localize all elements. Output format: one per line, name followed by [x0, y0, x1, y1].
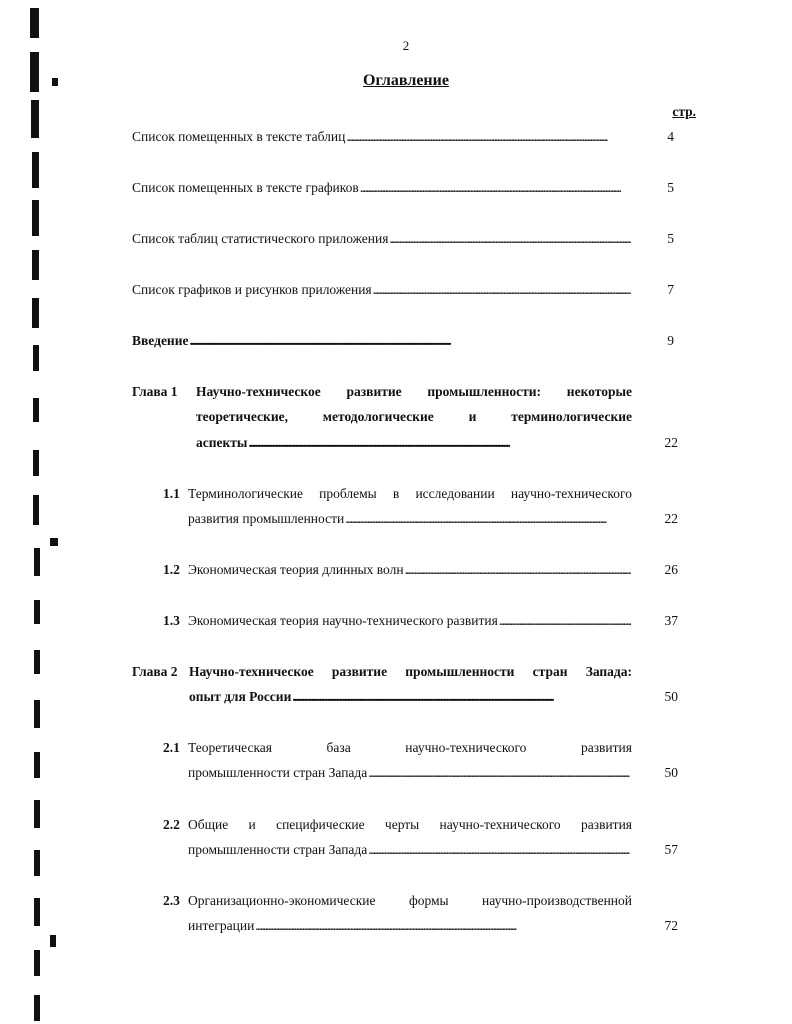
dot-leader — [389, 231, 631, 247]
dot-leader — [292, 689, 631, 705]
toc-entry-tables[interactable] — [132, 129, 632, 145]
chapter-title-last-line[interactable] — [196, 435, 632, 451]
toc-entry-graphs[interactable] — [132, 180, 632, 196]
toc-entry-page: 5 — [667, 180, 674, 195]
toc-entry-label: Введение — [132, 333, 189, 348]
dot-leader — [499, 613, 631, 629]
toc-entry-label: Список помещенных в тексте графиков — [132, 180, 359, 195]
chapter-title-line[interactable]: теоретические, методологические и терминологические — [196, 409, 632, 424]
dot-leader — [405, 562, 631, 578]
page-column-header: стр. — [672, 104, 696, 119]
chapter-title-line[interactable]: Научно-техническое развитие промышленности стран Запада: — [189, 664, 632, 679]
section-title-line: промышленности стран Запада — [188, 842, 368, 857]
dot-leader — [255, 918, 631, 934]
toc-entry-label: Список графиков и рисунков приложения — [132, 282, 372, 297]
toc-entry-appendix-graphs[interactable] — [132, 282, 632, 298]
toc-entry-page: 7 — [667, 282, 674, 297]
section-number: 2.3 — [163, 893, 180, 908]
page-number: 2 — [402, 38, 410, 53]
section-title-last-line[interactable] — [188, 765, 632, 781]
section-page: 72 — [664, 918, 678, 933]
section-page: 37 — [664, 613, 678, 628]
section-title-line[interactable]: Организационно-экономические формы научно-производственной — [188, 893, 632, 908]
dot-leader — [360, 180, 631, 196]
toc-entry-introduction[interactable] — [132, 333, 632, 349]
dot-leader — [368, 842, 631, 858]
section-page: 26 — [664, 562, 678, 577]
section-number: 1.2 — [163, 562, 180, 577]
chapter-title-line[interactable]: Научно-техническое развитие промышленности: некоторые — [196, 384, 632, 399]
section-page: 50 — [664, 765, 678, 780]
section-title-line[interactable]: Теоретическая база научно-технического развития — [188, 740, 632, 755]
toc-entry-label: Список помещенных в тексте таблиц — [132, 129, 346, 144]
section-title-line: интеграции — [188, 918, 255, 933]
section-number: 1.1 — [163, 486, 180, 501]
section-title-last-line[interactable] — [188, 613, 632, 629]
section-number: 2.2 — [163, 817, 180, 832]
toc-title: Оглавление — [363, 72, 449, 89]
section-page: 22 — [664, 511, 678, 526]
section-title-line: Экономическая теория длинных волн — [188, 562, 404, 577]
section-title-line[interactable]: Терминологические проблемы в исследовании научно-технического — [188, 486, 632, 501]
section-number: 2.1 — [163, 740, 180, 755]
toc-entry-label: Список таблиц статистического приложения — [132, 231, 389, 246]
toc-entry-page: 4 — [667, 129, 674, 144]
scan-artifacts-graphic — [0, 0, 60, 1024]
section-title-line: развития промышленности — [188, 511, 345, 526]
dot-leader — [373, 282, 631, 298]
chapter-title-line: опыт для России — [189, 689, 292, 704]
dot-leader — [346, 129, 631, 145]
binder-edge-marks — [0, 0, 60, 1024]
chapter-number: Глава 2 — [132, 664, 178, 679]
chapter-title-last-line[interactable] — [189, 689, 632, 705]
section-number: 1.3 — [163, 613, 180, 628]
toc-entry-stat-tables[interactable] — [132, 231, 632, 247]
section-title-last-line[interactable] — [188, 842, 632, 858]
chapter-page: 50 — [664, 689, 678, 704]
chapter-title-line: аспекты — [196, 435, 248, 450]
section-title-last-line[interactable] — [188, 562, 632, 578]
toc-entry-page: 9 — [667, 333, 674, 348]
section-title-last-line[interactable] — [188, 511, 632, 527]
section-title-line: промышленности стран Запада — [188, 765, 368, 780]
dot-leader — [248, 435, 631, 451]
section-title-last-line[interactable] — [188, 918, 632, 934]
chapter-number: Глава 1 — [132, 384, 178, 399]
chapter-page: 22 — [664, 435, 678, 450]
toc-entry-page: 5 — [667, 231, 674, 246]
section-title-line: Экономическая теория научно-технического развития — [188, 613, 498, 628]
section-title-line[interactable]: Общие и специфические черты научно-технического развития — [188, 817, 632, 832]
section-page: 57 — [664, 842, 678, 857]
dot-leader — [345, 511, 631, 527]
dot-leader — [189, 333, 631, 349]
dot-leader — [368, 765, 631, 781]
